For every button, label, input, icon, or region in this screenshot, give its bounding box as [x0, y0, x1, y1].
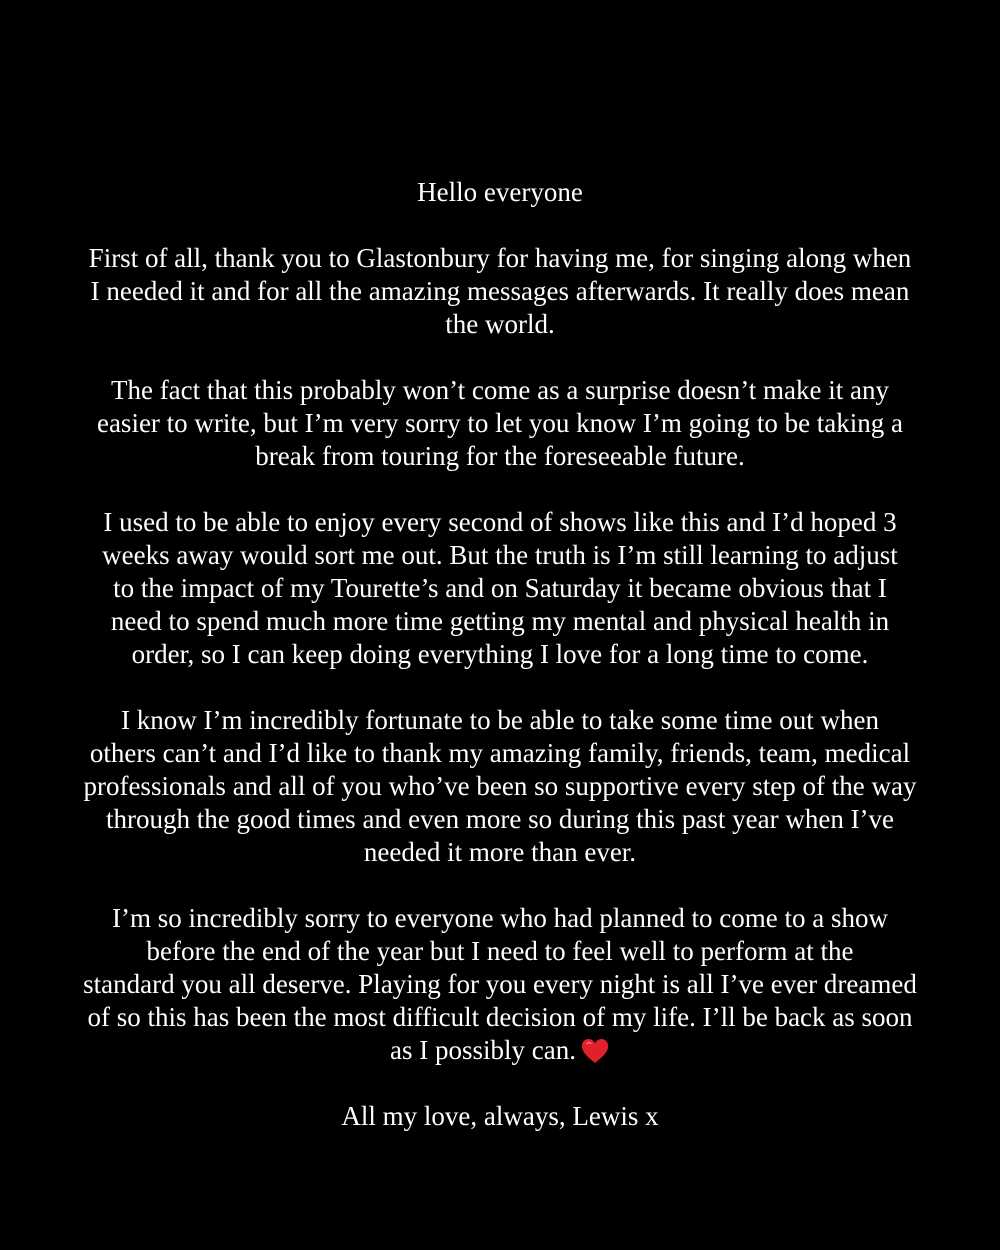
paragraph-line: I needed it and for all the amazing messages afterwards. It really does mean: [90, 276, 910, 306]
paragraph-line: needed it more than ever.: [363, 837, 637, 867]
paragraph-line: others can’t and I’d like to thank my amazing family, friends, team, medical: [89, 738, 911, 768]
greeting: [40, 176, 960, 209]
paragraph-line: I’m so incredibly sorry to everyone who had planned to come to a show: [111, 903, 889, 933]
paragraph-line: easier to write, but I’m very sorry to let you know I’m going to be taking a: [96, 408, 904, 438]
paragraph-line: I used to be able to enjoy every second of shows like this and I’d hoped 3: [103, 507, 897, 537]
paragraph-line: the world.: [445, 309, 555, 339]
paragraph-line: through the good times and even more so during this past year when I’ve: [105, 804, 895, 834]
paragraph-line-with-heart: [40, 1034, 960, 1067]
paragraph-line: professionals and all of you who’ve been so supportive every step of the way: [83, 771, 917, 801]
paragraph-line: I know I’m incredibly fortunate to be able to take some time out when: [120, 705, 880, 735]
paragraph-line: before the end of the year but I need to feel well to perform at the: [146, 936, 854, 966]
paragraph-line: to the impact of my Tourette’s and on Saturday it became obvious that I: [113, 573, 887, 603]
paragraph-thanks-glastonbury: [40, 242, 960, 341]
signoff: [40, 1100, 960, 1133]
paragraph-line: The fact that this probably won’t come as a surprise doesn’t make it any: [110, 375, 890, 405]
letter: [40, 176, 960, 1133]
heart-shape: [582, 1039, 608, 1063]
paragraph-line: First of all, thank you to Glastonbury for having me, for singing along when: [88, 243, 912, 273]
paragraph-line: standard you all deserve. Playing for you every night is all I’ve ever dreamed: [83, 969, 917, 999]
greeting-text: Hello everyone: [417, 177, 583, 207]
paragraph-line: as I possibly can.: [390, 1035, 576, 1065]
red-heart-icon: [580, 1037, 610, 1065]
paragraph-line: break from touring for the foreseeable future.: [255, 441, 745, 471]
paragraph-apology: [40, 902, 960, 1067]
paragraph-line: of so this has been the most difficult decision of my life. I’ll be back as soon: [87, 1002, 913, 1032]
paragraph-gratitude: [40, 704, 960, 869]
paragraph-line: order, so I can keep doing everything I love for a long time to come.: [131, 639, 869, 669]
paragraph-line: need to spend much more time getting my mental and physical health in: [110, 606, 890, 636]
signoff-text: All my love, always, Lewis x: [341, 1101, 659, 1131]
paragraph-health: [40, 506, 960, 671]
paragraph-break-announcement: [40, 374, 960, 473]
paragraph-line: weeks away would sort me out. But the truth is I’m still learning to adjust: [102, 540, 898, 570]
